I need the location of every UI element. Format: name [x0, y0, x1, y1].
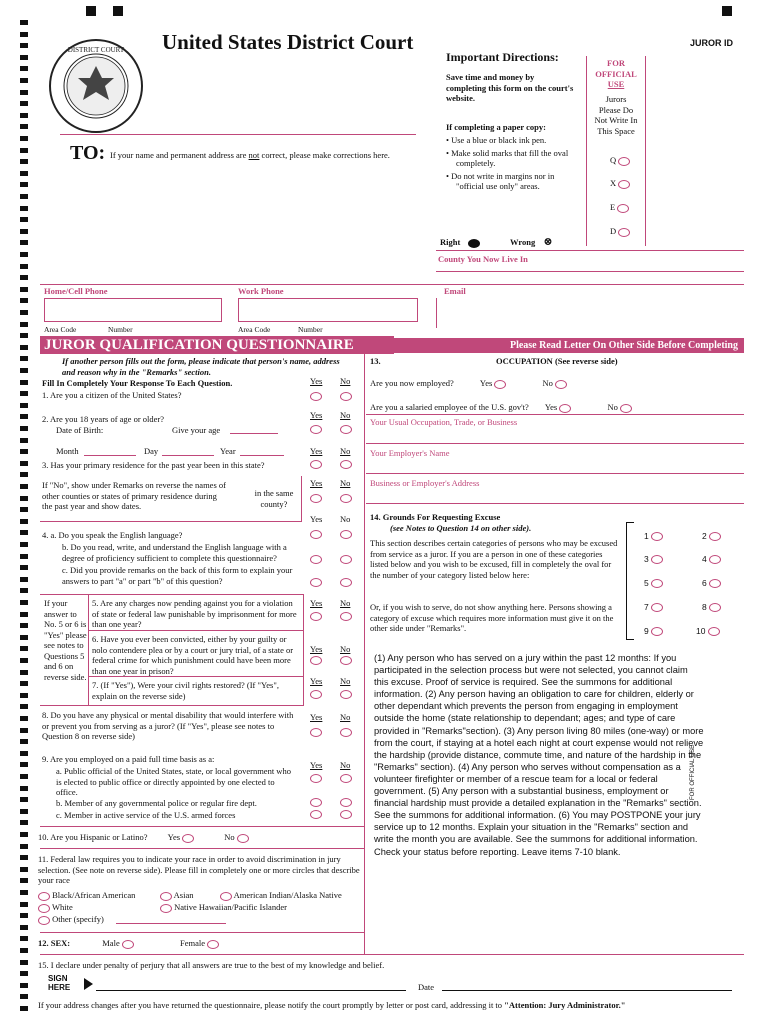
no-header-q7: No — [340, 676, 351, 686]
employed-yes-label: Yes — [479, 378, 493, 388]
directions-website: Save time and money by completing this form on the court's website. — [446, 72, 574, 103]
crossed-oval-icon: ⊗ — [543, 236, 553, 248]
race-native-american-oval[interactable] — [220, 892, 232, 901]
race-other-oval[interactable] — [38, 916, 50, 925]
q4b-yes-oval[interactable] — [310, 555, 322, 564]
question-4a: 4. a. Do you speak the English language? — [42, 530, 183, 540]
q9c-no-oval[interactable] — [340, 810, 352, 819]
yes-header-q6: Yes — [310, 644, 323, 654]
salaried-yes-label: Yes — [544, 402, 558, 412]
q1-yes-oval[interactable] — [310, 392, 322, 401]
code-oval — [618, 180, 630, 189]
official-use-note: Jurors Please Do Not Write In This Space — [594, 94, 638, 136]
filled-oval-icon — [468, 239, 480, 248]
same-county-yes-oval[interactable] — [310, 494, 322, 503]
timing-mark — [20, 496, 28, 501]
excuse-option-3[interactable]: 3 — [644, 554, 663, 565]
age-label: Give your age — [172, 425, 221, 435]
salaried-no-label: No — [607, 402, 618, 412]
official-code-q: Q — [610, 155, 630, 166]
q7-yes-oval[interactable] — [310, 690, 322, 699]
timing-mark — [20, 542, 28, 547]
timing-mark — [20, 310, 28, 315]
svg-text:DISTRICT COURT: DISTRICT COURT — [67, 46, 125, 54]
contact-row-top — [40, 284, 744, 285]
timing-mark — [20, 148, 28, 153]
yes-header-q3: Yes — [310, 446, 323, 456]
timing-mark — [20, 171, 28, 176]
timing-mark — [20, 32, 28, 37]
race-pacific: Native Hawaiian/Pacific Islander — [160, 902, 287, 913]
yes-header-q4: Yes — [310, 514, 323, 524]
excuse-option-6[interactable]: 6 — [702, 578, 721, 589]
female-label: Female — [179, 938, 205, 948]
to-instruction-not: not — [248, 150, 260, 160]
question-7: 7. (If "Yes"), Were your civil rights restored? (If "Yes", explain on the reverse side) — [92, 680, 279, 701]
q5-q6-divider — [88, 630, 304, 631]
race-other: Other (specify) — [38, 914, 104, 925]
timing-mark — [20, 577, 28, 582]
month-field[interactable] — [84, 455, 136, 456]
timing-mark — [20, 960, 28, 965]
race-asian: Asian — [160, 890, 194, 901]
another-person-note: If another person fills out the form, please indicate that person's name, address and reason why in the "Remarks" section. — [62, 356, 340, 377]
question-9b: b. Member of any governmental police or regular fire dept. — [56, 798, 257, 808]
timing-mark — [20, 368, 28, 373]
court-title: United States District Court — [162, 30, 414, 54]
no-header-q2: No — [340, 410, 351, 420]
excuse-option-10[interactable]: 10 — [696, 626, 720, 637]
q10-yes-oval[interactable] — [182, 834, 194, 843]
timing-mark — [20, 90, 28, 95]
q6-yes-oval[interactable] — [310, 656, 322, 665]
timing-mark — [20, 762, 28, 767]
q9b-yes-oval[interactable] — [310, 798, 322, 807]
to-instruction-post: correct, please make corrections here. — [259, 150, 390, 160]
no-header-q3b: No — [340, 478, 351, 488]
timing-mark — [20, 101, 28, 106]
q7-no-oval[interactable] — [340, 690, 352, 699]
timing-mark — [20, 229, 28, 234]
no-header-q6: No — [340, 644, 351, 654]
wrong-example — [510, 237, 553, 248]
timing-mark — [20, 751, 28, 756]
timing-mark — [20, 391, 28, 396]
timing-mark — [20, 925, 28, 930]
race-native-american: American Indian/Alaska Native — [220, 890, 342, 901]
q10-no-oval[interactable] — [237, 834, 249, 843]
employer-label: Your Employer's Name — [370, 448, 450, 458]
race-asian-oval[interactable] — [160, 892, 172, 901]
timing-mark — [20, 786, 28, 791]
female-oval[interactable] — [207, 940, 219, 949]
month-label: Month — [56, 446, 79, 456]
to-instruction — [110, 150, 390, 161]
timing-mark — [20, 878, 28, 883]
timing-mark — [20, 182, 28, 187]
question-9: 9. Are you employed on a paid full time basis as a: — [42, 754, 215, 764]
q8-no-oval[interactable] — [340, 728, 352, 737]
timing-mark — [20, 913, 28, 918]
q10-no-label: No — [224, 832, 235, 842]
question-10-text: 10. Are you Hispanic or Latino? — [38, 832, 148, 842]
timing-mark — [20, 240, 28, 245]
male-oval[interactable] — [122, 940, 134, 949]
q5-yes-oval[interactable] — [310, 612, 322, 621]
question-4c: c. Did you provide remarks on the back of this form to explain your answers to part "a" or part "b" of this question? — [62, 565, 293, 586]
juror-id-label: JUROR ID — [690, 38, 734, 48]
timing-mark — [20, 704, 28, 709]
q4c-no-oval[interactable] — [340, 578, 352, 587]
timing-mark — [20, 380, 28, 385]
timing-mark — [20, 55, 28, 60]
question-11: 11. Federal law requires you to indicate your race in order to avoid discrimination in jury selection. (See note on reverse side). Please fill in completely one or more circles that describe your race — [38, 854, 360, 885]
excuse-option-5[interactable]: 5 — [644, 578, 663, 589]
code-oval — [618, 157, 630, 166]
same-county-label: in the same county? — [254, 488, 294, 509]
yes-header-q1: Yes — [310, 376, 323, 386]
yes-header-q2: Yes — [310, 410, 323, 420]
footer-note-bold: "Attention: Jury Administrator." — [504, 1000, 626, 1010]
excuse-title: 14. Grounds For Requesting Excuse — [370, 512, 501, 522]
bullet-item: • Do not write in margins nor in "official use only" areas. — [446, 170, 555, 191]
timing-mark — [20, 264, 28, 269]
excuse-option-9[interactable]: 9 — [644, 626, 663, 637]
yes-header-q8: Yes — [310, 712, 323, 722]
timing-mark — [20, 844, 28, 849]
q4a-yes-oval[interactable] — [310, 530, 322, 539]
official-code-d: D — [610, 226, 630, 237]
salaried-yes-oval[interactable] — [559, 404, 571, 413]
question-12 — [38, 938, 219, 949]
date-field[interactable] — [442, 990, 732, 991]
q6-no-oval[interactable] — [340, 656, 352, 665]
email-field[interactable] — [436, 298, 744, 328]
race-white-oval[interactable] — [38, 904, 50, 913]
bullet-item: • Make solid marks that fill the oval completely. — [446, 147, 569, 168]
timing-mark — [20, 797, 28, 802]
timing-mark — [20, 438, 28, 443]
question-6: 6. Have you ever been convicted, either by your guilty or nolo contendere plea or by a court or jury trial, of a state or federal crime for which punishment could have been more than one year in prison? — [92, 634, 294, 676]
declaration-text: 15. I declare under penalty of perjury that all answers are true to the best of my knowledge and belief. — [38, 960, 385, 970]
top-marker-mid — [113, 6, 123, 16]
employed-q-text: Are you now employed? — [370, 378, 454, 388]
right-column-border — [364, 354, 365, 954]
timing-mark — [20, 484, 28, 489]
no-header-q3: No — [340, 446, 351, 456]
official-use-side-label: FOR OFFICIAL USE — [690, 744, 696, 800]
excuse-option-1[interactable]: 1 — [644, 531, 663, 542]
q4b-no-oval[interactable] — [340, 555, 352, 564]
q9b-no-oval[interactable] — [340, 798, 352, 807]
work-number-label: Number — [298, 325, 323, 334]
question-2: 2. Are you 18 years of age or older? — [42, 414, 165, 424]
q6-q7-divider — [88, 676, 304, 677]
timing-mark — [20, 287, 28, 292]
timing-mark — [20, 530, 28, 535]
timing-mark — [20, 252, 28, 257]
race-black: Black/African American — [38, 890, 135, 901]
question-9c: c. Member in active service of the U.S. armed forces — [56, 810, 236, 820]
timing-mark — [20, 890, 28, 895]
employed-no-oval[interactable] — [555, 380, 567, 389]
yes-header-q7: Yes — [310, 676, 323, 686]
timing-mark — [20, 345, 28, 350]
official-use-title: FOR OFFICIAL USE — [595, 58, 637, 89]
q4a-no-oval[interactable] — [340, 530, 352, 539]
question-8: 8. Do you have any physical or mental disability that would interfere with or prevent you from serving as a juror? (If "Yes", please see notes to Question 8 on reverse side) — [42, 710, 294, 741]
same-county-no-oval[interactable] — [340, 494, 352, 503]
q5-side-note: If your answer to No. 5 or 6 is "Yes" please see notes to Questions 5 and 6 on reverse side. — [44, 598, 87, 682]
timing-mark — [20, 855, 28, 860]
read-letter-bar — [394, 338, 744, 353]
question-9a: a. Public official of the United States, state, or local government who is elected to public office or directly appointed by one elected to office. — [56, 766, 291, 797]
race-pacific-oval[interactable] — [160, 904, 172, 913]
timing-mark — [20, 275, 28, 280]
timing-mark — [20, 322, 28, 327]
timing-mark — [20, 832, 28, 837]
excuse-option-8[interactable]: 8 — [702, 602, 721, 613]
yes-header-q9: Yes — [310, 760, 323, 770]
official-code-e: E — [610, 202, 629, 213]
timing-mark — [20, 936, 28, 941]
q9a-yes-oval[interactable] — [310, 774, 322, 783]
timing-mark — [20, 1006, 28, 1011]
timing-mark — [20, 600, 28, 605]
timing-mark — [20, 809, 28, 814]
no-header-q1: No — [340, 376, 351, 386]
occupation-label: Your Usual Occupation, Trade, or Business — [370, 417, 518, 427]
q5-no-oval[interactable] — [340, 612, 352, 621]
timing-mark — [20, 716, 28, 721]
timing-mark — [20, 78, 28, 83]
signature-field[interactable] — [96, 990, 406, 991]
county-label: County You Now Live In — [438, 254, 528, 264]
home-phone-label: Home/Cell Phone — [44, 286, 108, 296]
no-header-q5: No — [340, 598, 351, 608]
timing-mark — [20, 867, 28, 872]
yes-header-q3b: Yes — [310, 478, 323, 488]
work-area-code-label: Area Code — [238, 325, 271, 334]
excuse-bracket — [626, 522, 634, 640]
timing-mark — [20, 820, 28, 825]
no-header-q4: No — [340, 514, 351, 524]
timing-mark — [20, 728, 28, 733]
dob-label: Date of Birth: — [56, 425, 104, 435]
timing-mark — [20, 646, 28, 651]
q2-no-oval[interactable] — [340, 425, 352, 434]
q5-q7-divider — [88, 594, 89, 706]
date-label: Date — [418, 982, 435, 992]
timing-mark — [20, 565, 28, 570]
employed-question — [370, 378, 567, 389]
salaried-question — [370, 402, 632, 413]
excuse-option-4[interactable]: 4 — [702, 554, 721, 565]
footer-note-text: If your address changes after you have returned the questionnaire, please notify the court promptly by letter or post card, addressing it to — [38, 1000, 505, 1010]
timing-mark — [20, 507, 28, 512]
question-12-text: 12. SEX: — [38, 938, 71, 948]
questionnaire-title-bar — [40, 336, 394, 354]
court-seal-icon — [48, 38, 144, 134]
timing-marks — [20, 20, 28, 1020]
timing-mark — [20, 66, 28, 71]
code-oval — [617, 204, 629, 213]
q10-yes-label: Yes — [167, 832, 181, 842]
timing-mark — [20, 519, 28, 524]
day-label: Day — [144, 446, 159, 456]
timing-mark — [20, 159, 28, 164]
no-header-q8: No — [340, 712, 351, 722]
q3-note: If "No", show under Remarks on reverse the names of other counties or states of primary residence during the past year and show dates. — [42, 480, 226, 511]
q12-divider — [40, 932, 364, 933]
timing-mark — [20, 206, 28, 211]
timing-mark — [20, 623, 28, 628]
occupation-number: 13. — [370, 356, 381, 366]
excuse-option-2[interactable]: 2 — [702, 531, 721, 542]
home-area-code-label: Area Code — [44, 325, 77, 334]
excuse-detail: (1) Any person who has served on a jury within the past 12 months: If you participated in the selection process but were not selected, you cannot claim this excuse. Proof of service is required. See the summons for additional information. (2) Any person having an obligation to care for children, elderly or other dependant which prevents the person from engaging in employment outside the home (state relationship to dependant; ages; and type of care provided in "Remarks"section). (3) Any person living 80 miles (one-way) or more from the court, if staying at a hotel each night at court expense would not relieve the hardship (provide distance, commute time, and nature of the hardship in the "Remarks" section). (4) Any person who serves without compensation as a volunteer firefighter or member of a rescue team for a local or federal government. (5) Any person with a substantial business, employment or financial hardship must provide a detailed explanation in the "Remarks" section. See the summons for additional information. (6) You may POSTPONE your jury service up to 12 months. Explain your situation in the "Remarks" section and write the month you are available. See the summons for additional information. Check your status before reporting. Leave items 7-10 blank. — [374, 653, 704, 857]
q8-yes-oval[interactable] — [310, 728, 322, 737]
race-black-oval[interactable] — [38, 892, 50, 901]
home-phone-field[interactable] — [44, 298, 222, 322]
work-phone-field[interactable] — [238, 298, 418, 322]
question-4b: b. Do you read, write, and understand the English language with a degree of proficiency sufficient to complete this questionnaire? — [62, 542, 287, 563]
timing-mark — [20, 194, 28, 199]
code-oval — [618, 228, 630, 237]
right-example — [440, 237, 480, 248]
timing-mark — [20, 983, 28, 988]
top-marker-left — [86, 6, 96, 16]
question-3: 3. Has your primary residence for the past year been in this state? — [42, 460, 265, 470]
day-field[interactable] — [162, 455, 214, 456]
excuse-subtitle: (see Notes to Question 14 on other side). — [390, 523, 532, 533]
timing-mark — [20, 971, 28, 976]
q3-yes-oval[interactable] — [310, 460, 322, 469]
top-marker-right — [722, 6, 732, 16]
timing-mark — [20, 658, 28, 663]
timing-mark — [20, 113, 28, 118]
race-white: White — [38, 902, 73, 913]
race-other-field[interactable] — [116, 923, 226, 924]
employed-yes-oval[interactable] — [494, 380, 506, 389]
fill-instruction: Fill In Completely Your Response To Each Question. — [42, 378, 233, 388]
declaration-divider — [40, 954, 744, 955]
read-letter-text: Please Read Letter On Other Side Before Completing — [509, 340, 738, 351]
timing-mark — [20, 554, 28, 559]
excuse-para1: This section describes certain categories of persons who may be excused from service as a juror. If you are a person in one of these categories listed below and you wish to be excused, fill in completely the oval for the number of your category listed below here: — [370, 538, 618, 580]
timing-mark — [20, 472, 28, 477]
employer-address-label: Business or Employer's Address — [370, 478, 480, 488]
directions-bullets — [446, 135, 581, 192]
excuse-option-7[interactable]: 7 — [644, 602, 663, 613]
bullet-item: • Use a blue or black ink pen. — [446, 135, 547, 145]
wrong-label: Wrong — [510, 237, 536, 247]
timing-mark — [20, 902, 28, 907]
timing-mark — [20, 739, 28, 744]
male-label: Male — [102, 938, 120, 948]
right-label: Right — [440, 237, 461, 247]
timing-mark — [20, 217, 28, 222]
timing-mark — [20, 681, 28, 686]
occupation-title: OCCUPATION (See reverse side) — [496, 356, 618, 366]
employed-no-label: No — [542, 378, 553, 388]
q3-no-oval[interactable] — [340, 460, 352, 469]
timing-mark — [20, 588, 28, 593]
year-label: Year — [220, 446, 236, 456]
q9c-yes-oval[interactable] — [310, 810, 322, 819]
question-5: 5. Are any charges now pending against you for a violation of state or federal law punishable by imprisonment for more than one year? — [92, 598, 297, 629]
timing-mark — [20, 136, 28, 141]
timing-mark — [20, 693, 28, 698]
directions-paper-title: If completing a paper copy: — [446, 122, 546, 132]
question-10 — [38, 832, 249, 843]
work-phone-label: Work Phone — [238, 286, 284, 296]
timing-mark — [20, 414, 28, 419]
q2-yes-oval[interactable] — [310, 425, 322, 434]
q11-divider — [40, 848, 364, 849]
sign-arrow-icon — [84, 978, 93, 990]
timing-mark — [20, 461, 28, 466]
timing-mark — [20, 670, 28, 675]
salaried-q-text: Are you a salaried employee of the U.S. gov't? — [370, 402, 529, 412]
timing-mark — [20, 994, 28, 999]
timing-mark — [20, 333, 28, 338]
excuse-para2: Or, if you wish to serve, do not show anything here. Persons showing a category of excuse which requires more information must give it on the other side under "Remarks". — [370, 602, 614, 633]
timing-mark — [20, 948, 28, 953]
to-label: TO: — [70, 142, 106, 164]
yes-header-q5: Yes — [310, 598, 323, 608]
timing-mark — [20, 298, 28, 303]
timing-mark — [20, 612, 28, 617]
question-1: 1. Are you a citizen of the United States? — [42, 390, 182, 400]
timing-mark — [20, 635, 28, 640]
to-instruction-pre: If your name and permanent address are — [110, 150, 249, 160]
email-label: Email — [444, 286, 466, 296]
no-header-q9: No — [340, 760, 351, 770]
timing-mark — [20, 426, 28, 431]
address-box-line — [60, 134, 416, 135]
age-field[interactable] — [230, 433, 278, 434]
questionnaire-title: JUROR QUALIFICATION QUESTIONNAIRE — [44, 337, 354, 353]
timing-mark — [20, 124, 28, 129]
salaried-no-oval[interactable] — [620, 404, 632, 413]
timing-mark — [20, 356, 28, 361]
year-field[interactable] — [240, 455, 284, 456]
q9a-no-oval[interactable] — [340, 774, 352, 783]
timing-mark — [20, 43, 28, 48]
q1-no-oval[interactable] — [340, 392, 352, 401]
home-number-label: Number — [108, 325, 133, 334]
footer-note — [38, 1000, 748, 1011]
official-code-x: X — [610, 178, 630, 189]
directions-title: Important Directions: — [446, 50, 559, 64]
timing-mark — [20, 403, 28, 408]
timing-mark — [20, 20, 28, 25]
timing-mark — [20, 774, 28, 779]
q4c-yes-oval[interactable] — [310, 578, 322, 587]
timing-mark — [20, 449, 28, 454]
q10-divider — [40, 826, 364, 827]
sign-here-label: SIGN HERE — [48, 974, 71, 992]
